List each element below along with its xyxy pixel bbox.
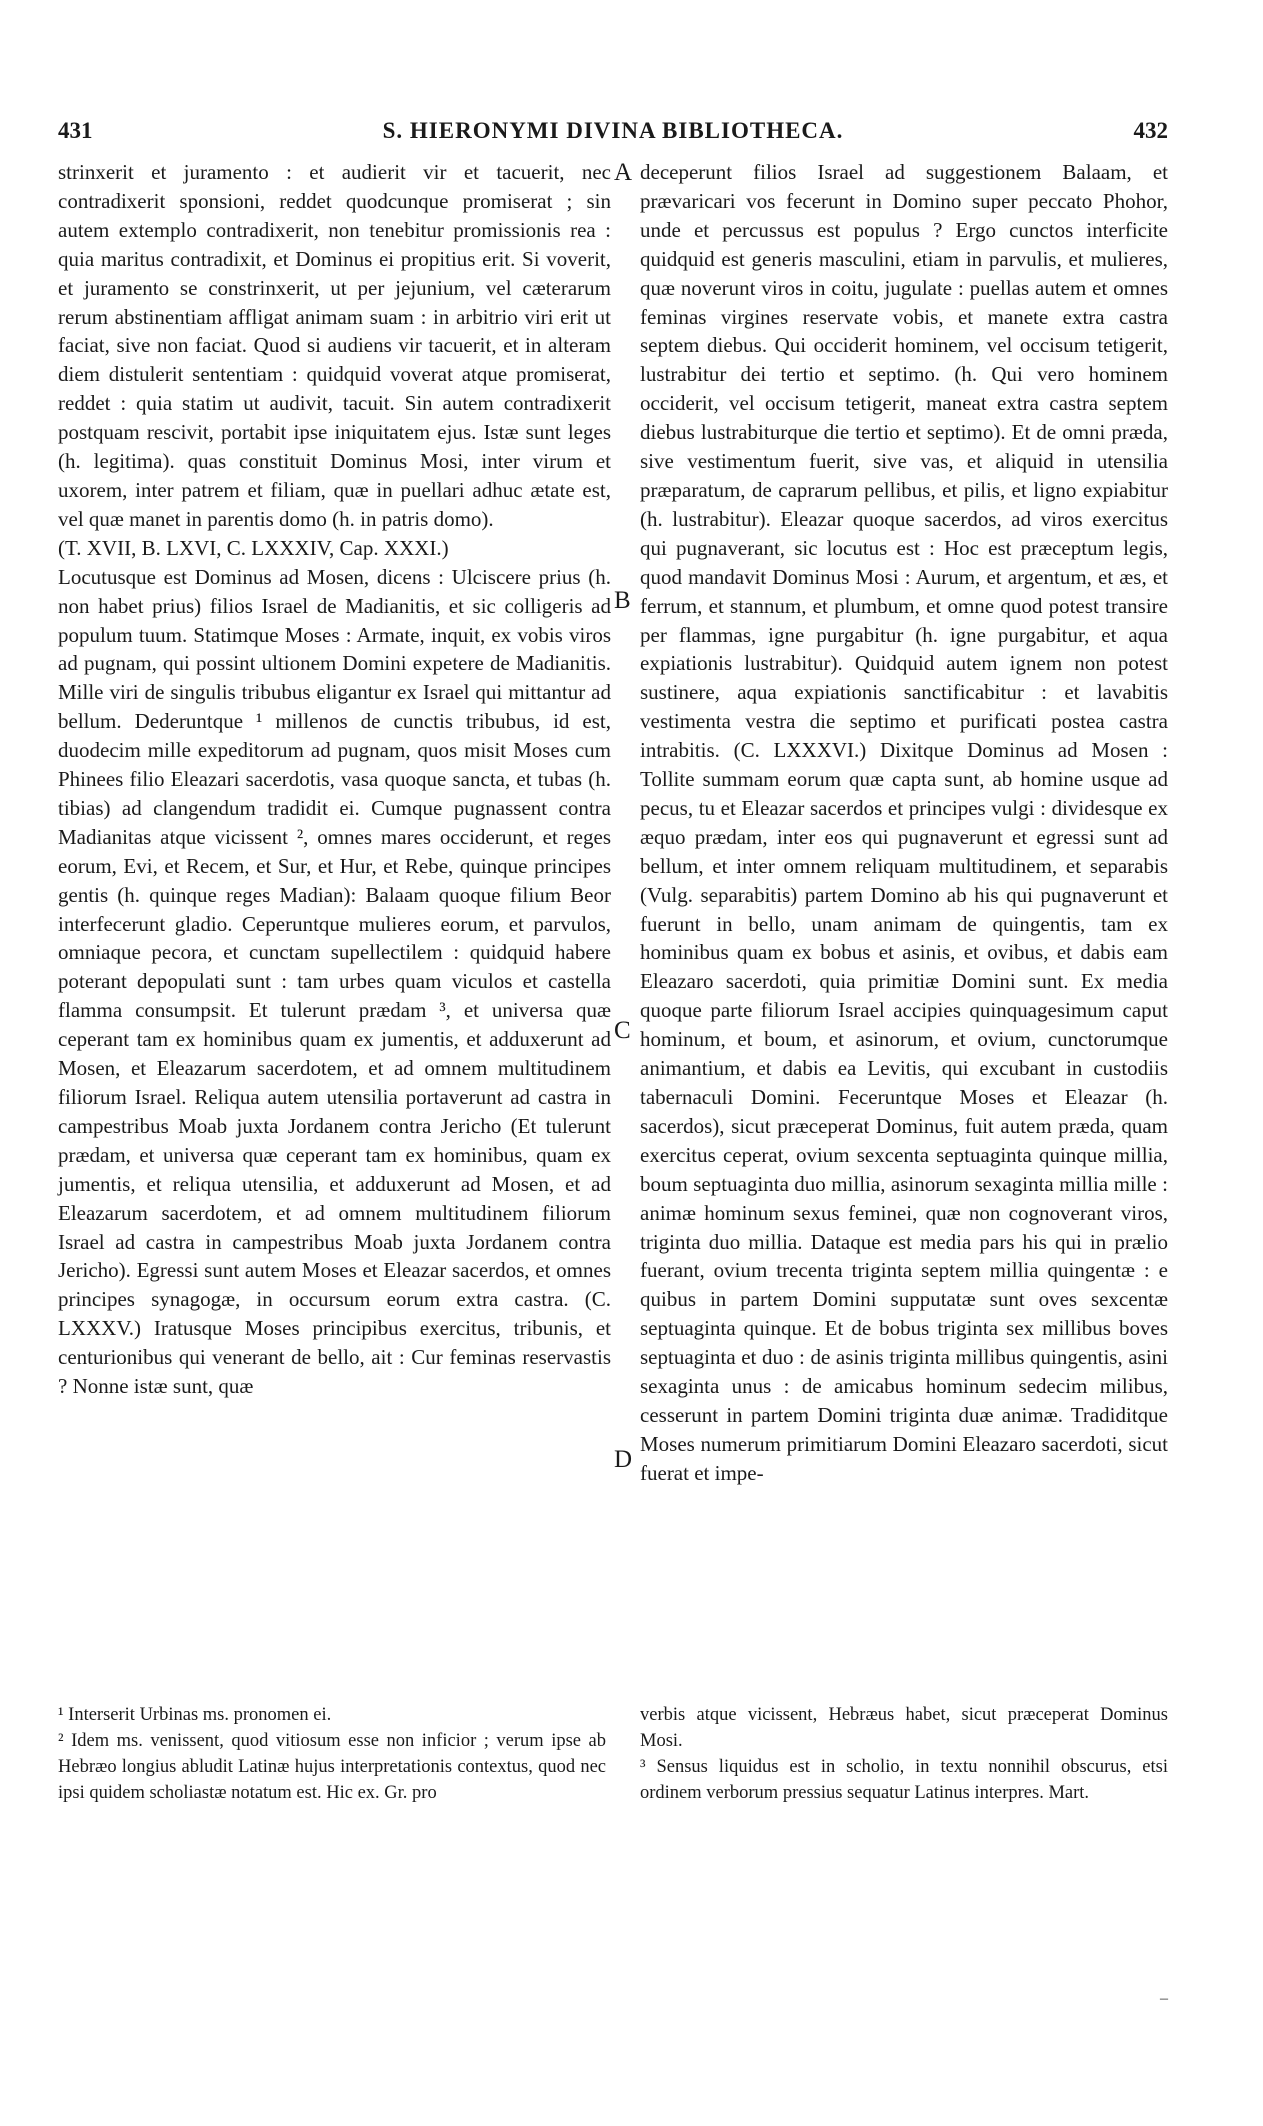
page-number-left: 431 [58, 118, 93, 143]
right-column-paragraph-1: deceperunt filios Israel ad suggestionem Balaam, et prævaricari vos fecerunt in Domino super peccato Phohor, unde et percussus est populus ? Ergo cunctos interficite quidquid est generis masculini, etiam in parvulis, et mulieres, quæ noverunt viros in coitu, jugulate : puellas autem et omnes feminas virgines reservate vobis, et manete extra castra septem diebus. Qui occiderit hominem, vel occisum tetigerit, lustrabitur dei tertio et septimo. (h. Qui vero hominem occiderit, vel occisum tetigerit, maneat extra castra septem diebus lustrabiturque die tertio et septimo). Et de omni præda, sive vestimentum fuerit, sive vas, et aliquid in utensilia præparatum, de caprarum pellibus, et pilis, et ligno expiabitur (h. lustrabitur). Eleazar quoque sacerdos, ad viros exercitus qui pugnaverant, sic locutus est : Hoc est præceptum legis, quod mandavit Dominus Mosi : Aurum, et argentum, et æs, et ferrum, et stannum, et plumbum, et omne quod potest transire per flammas, igne purgabitur (h. igne purgabitur, et aqua expiationis lustrabitur). Quidquid autem ignem non potest sustinere, aqua expiationis sanctificabitur : et lavabitis vestimenta vestra die septimo et purificati postea castra intrabitis. (C. LXXXVI.) Dixitque Dominus ad Mosen : Tollite summam eorum quæ capta sunt, ab homine usque ad pecus, tu et Eleazar sacerdos et principes vulgi : dividesque ex æquo prædam, inter eos qui pugnaverunt et egressi sunt ad bellum, et inter omnem reliquam multitudinem, et separabis (Vulg. separabitis) partem Domino ab his qui pugnaverunt et fuerunt in bello, unam animam de quingentis, tam ex hominibus quam ex bobus et asinis, et ovibus, et dabis eam Eleazaro sacerdoti, quia primitiæ Domini sunt. Ex media quoque parte filiorum Israel accipies quinquagesimum caput hominum, et boum, et asinorum, et ovium, cunctorumque animantium, et dabis ea Levitis, qui excubant in custodiis tabernaculi Domini. Feceruntque Moses et Eleazar (h. sacerdos), sicut præceperat Dominus, fuit autem præda, quam exercitus ceperat, ovium sexcenta septuaginta quinque millia, boum septuaginta duo millia, asinorum sexaginta millia mille : animæ hominum sexus feminei, quæ non cognoverant viros, triginta duo millia. Dataque est media pars his qui in prælio fuerant, ovium trecenta triginta septem millia quingentæ : e quibus in partem Domini supputatæ sunt oves sexcentæ septuaginta quinque. Et de bobus triginta sex millibus boves septuaginta et duo : de asinis triginta millibus quingentis, asini sexaginta unus : de amicabus hominum sedecim milibus, cesserunt in partem Domini triginta duæ animæ. Tradiditque Moses numerum primitiarum Domini Eleazaro sacerdoti, sicut fuerat et impe- [640, 160, 1168, 1485]
running-header [58, 118, 1168, 152]
stray-mark: – [1160, 1990, 1168, 2007]
left-column-paragraph-1: strinxerit et juramento : et audierit vir et tacuerit, nec contradixerit sponsioni, reddet quodcunque promiserat ; sin autem extemplo contradixerit, non tenebitur promissionis rea : quia maritus contradixit, et Dominus ei propitius erit. Si voverit, et juramento se constrinxerit, ut per jejunium, vel cæterarum rerum abstinentiam affligat animam suam : in arbitrio viri erit ut faciat, sive non faciat. Quod si audiens vir tacuerit, et in alteram diem distulerit sententiam : quidquid voverat atque promiserat, reddet : quia statim ut audivit, tacuit. Sin autem contradixerit postquam rescivit, portabit ipse iniquitatem ejus. Istæ sunt leges (h. legitima). quas constituit Dominus Mosi, inter virum et uxorem, inter patrem et filiam, quæ in puellari adhuc ætate est, vel quæ manet in parentis domo (h. in patris domo). [58, 160, 611, 531]
margin-letter-b: B [614, 587, 631, 614]
footnotes-right [640, 1702, 1168, 1806]
left-column-paragraph-2: Locutusque est Dominus ad Mosen, dicens : Ulciscere prius (h. non habet prius) filios Israel de Madianitis, et sic colligeris ad populum tuum. Statimque Moses : Armate, inquit, ex vobis viros ad pugnam, qui possint ultionem Domini expetere de Madianitis. Mille viri de singulis tribubus eligantur ex Israel qui mittantur ad bellum. Dederuntque ¹ millenos de cunctis tribubus, id est, duodecim mille expeditorum ad pugnam, quos misit Moses cum Phinees filio Eleazari sacerdotis, vasa quoque sancta, et tubas (h. tibias) ad clangendum tradidit ei. Cumque pugnassent contra Madianitas atque vicissent ², omnes mares occiderunt, et reges eorum, Evi, et Recem, et Sur, et Hur, et Rebe, quinque principes gentis (h. quinque reges Madian): Balaam quoque filium Beor interfecerunt gladio. Ceperuntque mulieres eorum, et parvulos, omniaque pecora, et cunctam supellectilem : quidquid habere poterant depopulati sunt : tam urbes quam viculos et castella flamma consumpsit. Et tulerunt prædam ³, et universa quæ ceperant tam ex hominibus quam ex jumentis, et adduxerunt ad Mosen, et Eleazarum sacerdotem, et ad omnem multitudinem filiorum Israel. Reliqua autem utensilia portaverunt ad castra in campestribus Moab juxta Jordanem contra Jericho (Et tulerunt prædam, et universa quæ ceperant tam ex hominibus, quam ex jumentis, et reliqua utensilia, et adduxerunt ad Mosen, et ad Eleazarum sacerdotem, et ad omnem multitudinem filiorum Israel ad castra in campestribus Moab juxta Jordanem contra Jericho). Egressi sunt autem Moses et Eleazar sacerdos, et omnes principes synagogæ, in occursum eorum extra castra. (C. LXXXV.) Iratusque Moses principibus exercitus, tribunis, et centurionibus qui venerant de bello, ait : Cur feminas reservastis ? Nonne istæ sunt, quæ [58, 564, 611, 1399]
chapter-reference: (T. XVII, B. LXVI, C. LXXXIV, Cap. XXXI.) [58, 535, 449, 560]
footnote-2-continued: verbis atque vicissent, Hebræus habet, sicut præceperat Dominus Mosi. [640, 1705, 1168, 1751]
margin-letter-d: D [614, 1446, 633, 1473]
running-title: S. HIERONYMI DIVINA BIBLIOTHECA. [382, 118, 844, 143]
left-column [58, 158, 611, 1401]
right-column [640, 158, 1168, 1488]
footnote-1: ¹ Interserit Urbinas ms. pronomen ei. [58, 1705, 332, 1725]
footnote-2: ² Idem ms. venissent, quod vitiosum esse non inficior ; verum ipse ab Hebræo longius abludit Latinæ hujus interpretationis contextus, quod nec ipsi quidem scholiastæ notatum est. Hic ex. Gr. pro [58, 1731, 606, 1803]
page-number-right: 432 [1133, 118, 1168, 143]
footnote-3: ³ Sensus liquidus est in scholio, in textu nonnihil obscurus, etsi ordinem verborum pressius sequatur Latinus interpres. Mart. [640, 1757, 1168, 1803]
margin-letter-a: A [614, 159, 633, 186]
margin-letter-c: C [614, 1017, 631, 1044]
footnotes-left [58, 1702, 606, 1806]
